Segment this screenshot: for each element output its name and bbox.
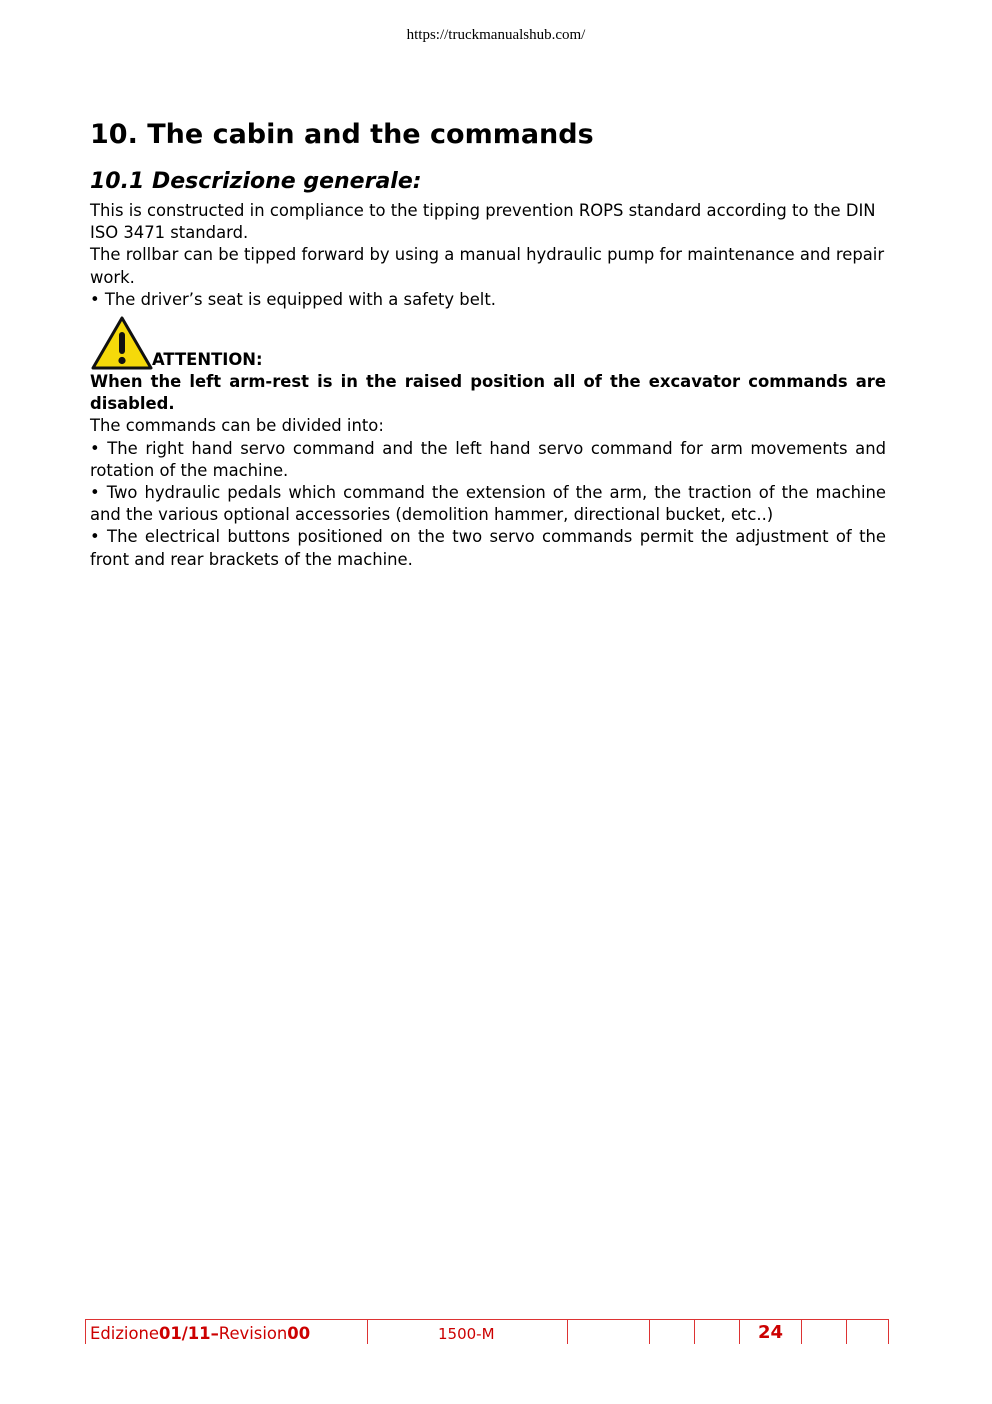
list-item: • The electrical buttons positioned on the two servo commands permit the adjustment of the front and rear brackets of the machine. bbox=[90, 527, 886, 569]
footer-cell bbox=[568, 1320, 650, 1344]
edition-value: 01/11– bbox=[158, 1324, 219, 1343]
paragraph-rops: This is constructed in compliance to the tipping prevention ROPS standard according to the DIN ISO 3471 standard. bbox=[90, 201, 876, 243]
header-url[interactable]: https://truckmanualshub.com/ bbox=[406, 27, 586, 43]
list-item: • The right hand servo command and the left hand servo command for arm movements and rotation of the machine. bbox=[90, 438, 886, 480]
footer-cell bbox=[695, 1320, 740, 1344]
revision-label: Revision bbox=[218, 1324, 288, 1343]
section-title: 10.1 Descrizione generale: bbox=[90, 169, 422, 194]
attention-warning-text: When the left arm-rest is in the raised position all of the excavator commands are disabled. bbox=[90, 372, 886, 414]
footer-cell bbox=[650, 1320, 695, 1344]
chapter-title: 10. The cabin and the commands bbox=[90, 119, 594, 150]
footer-model-code: 1500-M bbox=[368, 1320, 568, 1344]
footer-edition bbox=[85, 1320, 368, 1344]
footer-cell bbox=[802, 1320, 847, 1344]
attention-block bbox=[90, 315, 886, 371]
revision-value: 00 bbox=[287, 1324, 311, 1343]
paragraph-rollbar: The rollbar can be tipped forward by using a manual hydraulic pump for maintenance and repair work. bbox=[90, 245, 885, 287]
list-item: • Two hydraulic pedals which command the extension of the arm, the traction of the machine and the various optional accessories (demolition hammer, directional bucket, etc..) bbox=[90, 483, 886, 525]
page-footer bbox=[85, 1319, 889, 1344]
attention-label: ATTENTION: bbox=[152, 350, 263, 370]
paragraph-seatbelt: • The driver’s seat is equipped with a safety belt. bbox=[90, 289, 496, 309]
footer-page-number: 24 bbox=[740, 1320, 802, 1344]
edition-label: Edizione bbox=[90, 1324, 159, 1343]
page-content bbox=[90, 116, 886, 571]
footer-cell bbox=[847, 1320, 889, 1344]
warning-triangle-icon bbox=[90, 315, 154, 371]
commands-intro: The commands can be divided into: bbox=[90, 416, 384, 436]
